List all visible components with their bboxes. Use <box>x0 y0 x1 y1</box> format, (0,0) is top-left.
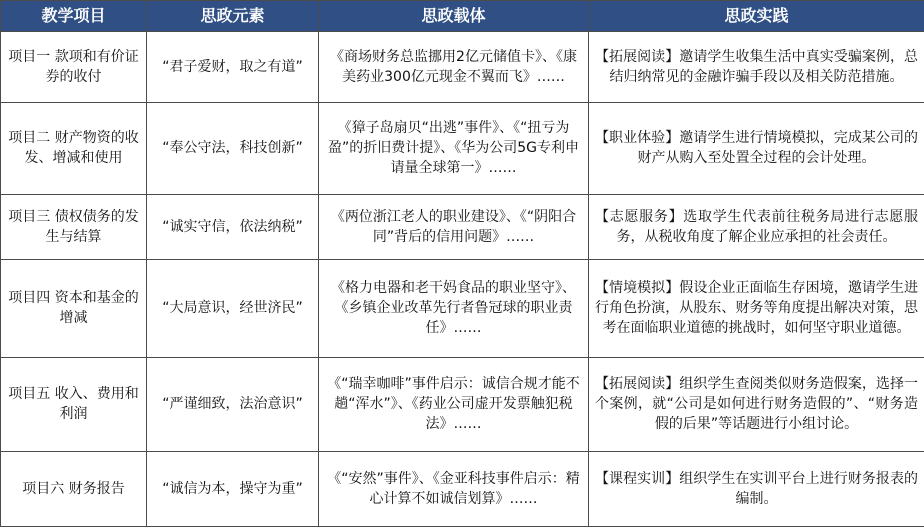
project-cell: 项目四 资本和基金的增减 <box>1 259 147 357</box>
element-cell: “奉公守法，科技创新” <box>147 102 319 195</box>
table-row <box>1 32 924 103</box>
table-row <box>1 102 924 195</box>
practice-cell: 【课程实训】组织学生在实训平台上进行财务报表的编制。 <box>589 452 924 527</box>
header-row <box>1 1 924 32</box>
element-cell: “严谨细致，法治意识” <box>147 357 319 452</box>
carrier-cell: 《“安然”事件》、《金亚科技事件启示：精心计算不如诚信划算》…… <box>319 452 589 527</box>
table-row <box>1 259 924 357</box>
header-ideological-practice: 思政实践 <box>589 1 924 32</box>
element-cell: “诚信为本，操守为重” <box>147 452 319 527</box>
practice-cell: 【拓展阅读】组织学生查阅类似财务造假案，选择一个案例，就“公司是如何进行财务造假的”、“财务造假的后果”等话题进行小组讨论。 <box>589 357 924 452</box>
carrier-cell: 《格力电器和老干妈食品的职业坚守》、《乡镇企业改革先行者鲁冠球的职业责任》…… <box>319 259 589 357</box>
element-cell: “诚实守信，依法纳税” <box>147 195 319 260</box>
header-ideological-element: 思政元素 <box>147 1 319 32</box>
carrier-cell: 《獐子岛扇贝“出逃”事件》、《“扭亏为盈”的折旧费计提》、《华为公司5G专利申请量全球第一》…… <box>319 102 589 195</box>
carrier-cell: 《商场财务总监挪用2亿元储值卡》、《康美药业300亿元现金不翼而飞》…… <box>319 32 589 103</box>
practice-cell: 【志愿服务】选取学生代表前往税务局进行志愿服务，从税收角度了解企业应承担的社会责任。 <box>589 195 924 260</box>
project-cell: 项目一 款项和有价证券的收付 <box>1 32 147 103</box>
header-teaching-project: 教学项目 <box>1 1 147 32</box>
project-cell: 项目五 收入、费用和利润 <box>1 357 147 452</box>
element-cell: “大局意识，经世济民” <box>147 259 319 357</box>
practice-cell: 【拓展阅读】邀请学生收集生活中真实受骗案例，总结归纳常见的金融诈骗手段以及相关防范措施。 <box>589 32 924 103</box>
header-ideological-carrier: 思政载体 <box>319 1 589 32</box>
project-cell: 项目二 财产物资的收发、增减和使用 <box>1 102 147 195</box>
table-row <box>1 357 924 452</box>
practice-cell: 【情境模拟】假设企业正面临生存困境，邀请学生进行角色扮演，从股东、财务等角度提出解决对策，思考在面临职业道德的挑战时，如何坚守职业道德。 <box>589 259 924 357</box>
table-row <box>1 452 924 527</box>
element-cell: “君子爱财，取之有道” <box>147 32 319 103</box>
practice-cell: 【职业体验】邀请学生进行情境模拟，完成某公司的财产从购入至处置全过程的会计处理。 <box>589 102 924 195</box>
project-cell: 项目六 财务报告 <box>1 452 147 527</box>
project-cell: 项目三 债权债务的发生与结算 <box>1 195 147 260</box>
carrier-cell: 《“瑞幸咖啡”事件启示：诚信合规才能不趟“浑水”》、《药业公司虚开发票触犯税法》…… <box>319 357 589 452</box>
carrier-cell: 《两位浙江老人的职业建设》、《“阴阳合同”背后的信用问题》…… <box>319 195 589 260</box>
table-row <box>1 195 924 260</box>
